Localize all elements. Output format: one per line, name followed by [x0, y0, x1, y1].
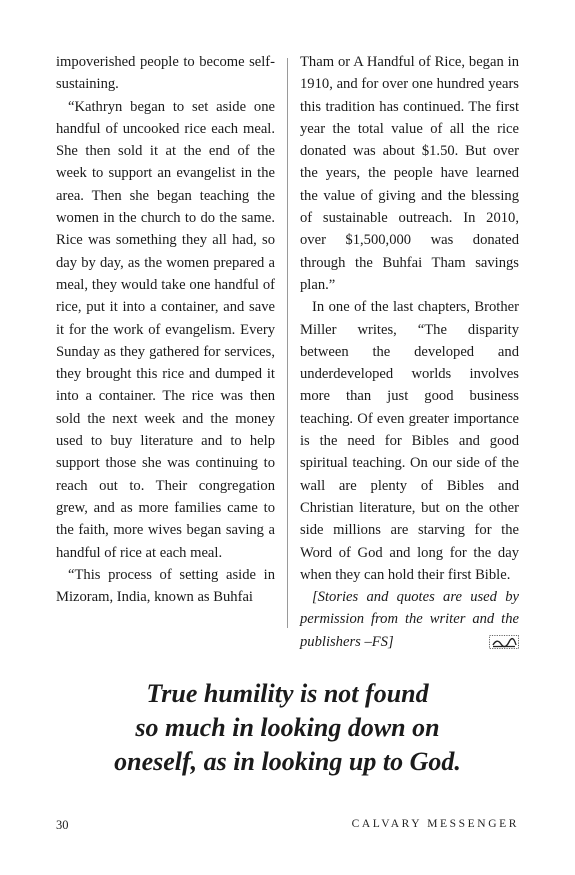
right-column — [300, 51, 519, 653]
paragraph: “This process of setting aside in Mizoram, India, known as Buhfai — [56, 566, 275, 606]
pull-quote-line: oneself, as in looking up to God. — [114, 747, 461, 776]
left-column — [56, 51, 275, 608]
permission-credit — [300, 586, 519, 653]
paragraph: impoverished people to become self-sustaining. — [56, 54, 275, 93]
paragraph: Tham or A Handful of Rice, began in 1910, and for over one hundred years this tradition has continued. The first year the total value of all the rice donated was about $1.50. But over the years, the people have learned the value of giving and the blessing of sustainable outreach. In 2010, over $1,500,000 was donated through the Buhfai Tham savings plan.” — [300, 54, 519, 293]
pull-quote — [0, 677, 575, 779]
paragraph: “Kathryn began to set aside one handful of uncooked rice each meal. She then sold it at the end of the week to support an evangelist in the area. Then she began teaching the women in the church to do the same. Rice was something they all had, so day by day, as the women prepared a meal, they would take one handful of rice, put it into a container, and save it for the work of evangelism. Every Sunday as they gathered for services, they brought this rice and dumped it into a container. The rice was then sold the next week and the money used to buy literature and to help support those she was continuing to reach out to. Their congregation grew, and as more families came to the faith, more wives began saving a handful of rice at each meal. — [56, 98, 275, 561]
pull-quote-line: True humility is not found — [146, 679, 429, 708]
page-number: 30 — [56, 818, 69, 832]
paragraph: In one of the last chapters, Brother Miller writes, “The disparity between the developed and underdeveloped worlds involves more than just good business teaching. Of even greater importance is the need for Bibles and good spiritual teaching. On our side of the wall are plenty of Bibles and Christian literature, but on the other side millions are starving for the Word of God and long for the day when they can hold their first Bible. — [300, 299, 519, 583]
column-divider — [287, 58, 288, 628]
publication-title: CALVARY MESSENGER — [351, 818, 519, 830]
credit-text: [Stories and quotes are used by permission from the writer and the publishers –FS] — [300, 589, 519, 650]
decorative-end-mark-icon — [489, 635, 519, 649]
pull-quote-line: so much in looking down on — [135, 713, 440, 742]
